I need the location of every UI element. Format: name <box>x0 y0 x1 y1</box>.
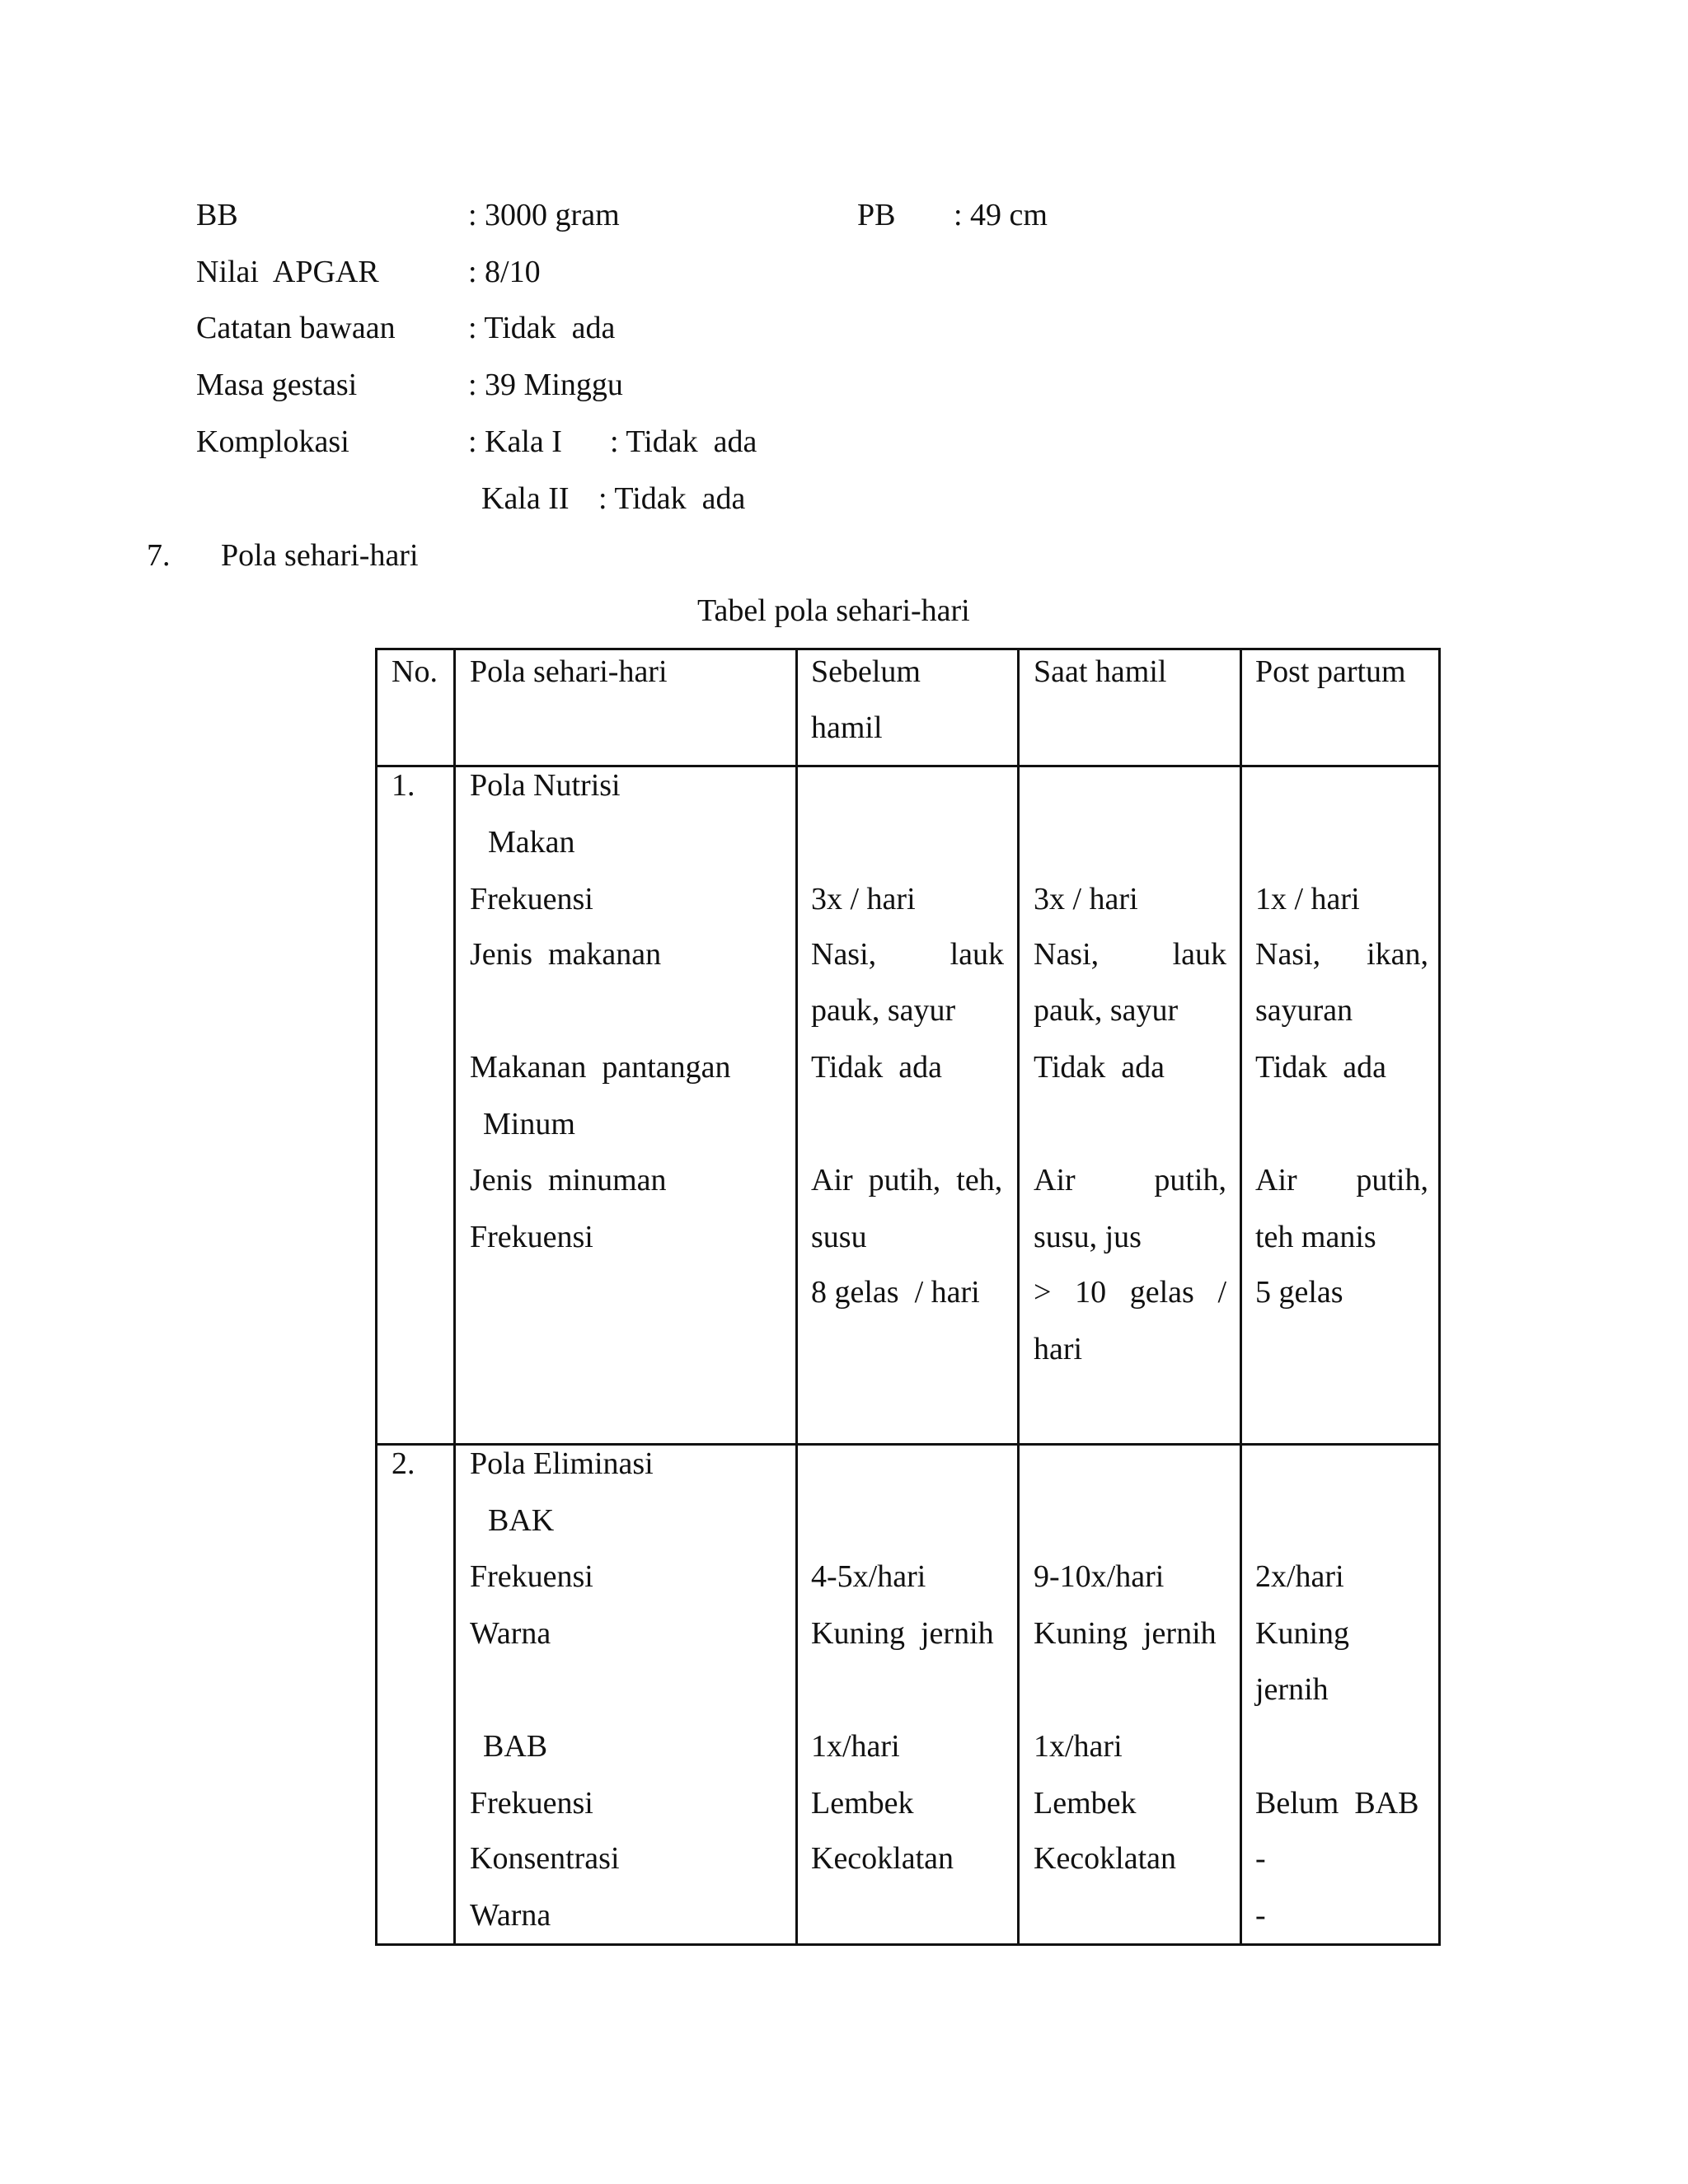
apgar-label: Nilai APGAR <box>196 255 379 289</box>
daily-pattern-table <box>375 648 1441 1946</box>
row2-post-frek: 2x/hari <box>1255 1559 1344 1594</box>
text: Nasi, <box>811 937 877 972</box>
row1-post-frek-minum: 5 gelas <box>1255 1275 1343 1310</box>
column-divider <box>1017 650 1020 1943</box>
row1-saat-frek-minum <box>1034 1277 1226 1308</box>
row1-minum: Minum <box>483 1107 575 1141</box>
text: putih, <box>1154 1163 1226 1197</box>
text: gelas <box>1129 1275 1194 1310</box>
row1-sebelum-jenis-2: pauk, sayur <box>811 993 956 1028</box>
text: Nasi, <box>1034 937 1100 972</box>
row1-saat-minuman <box>1034 1165 1226 1196</box>
pb-label: PB <box>857 198 896 232</box>
apgar-value: : 8/10 <box>468 255 541 289</box>
row2-saat-bab-frek: 1x/hari <box>1034 1729 1123 1764</box>
table-caption: Tabel pola sehari-hari <box>697 593 970 628</box>
row1-post-jenis <box>1255 939 1428 970</box>
pb-value: : 49 cm <box>954 198 1048 232</box>
row1-pantangan: Makanan pantangan <box>470 1050 731 1085</box>
text: 10 <box>1075 1275 1107 1310</box>
text: lauk <box>950 937 1004 972</box>
header-no: No. <box>392 654 438 689</box>
row2-saat-warna-bab: Kecoklatan <box>1034 1841 1177 1876</box>
row1-post-minuman-2: teh manis <box>1255 1220 1376 1254</box>
header-saat: Saat hamil <box>1034 654 1167 689</box>
row2-post-warna-2: jernih <box>1255 1672 1329 1707</box>
row2-sebelum-bab-frek: 1x/hari <box>811 1729 900 1764</box>
komplikasi-kala2: Kala II <box>481 481 570 516</box>
row2-post-dash-2: - <box>1255 1898 1266 1933</box>
row1-sebelum-minuman: Air putih, teh, <box>811 1163 1003 1197</box>
row2-warna: Warna <box>470 1616 551 1651</box>
row1-saat-frek-minum-2: hari <box>1034 1332 1083 1366</box>
row1-jenis-minuman: Jenis minuman <box>470 1163 667 1197</box>
row2-no: 2. <box>392 1446 415 1481</box>
row1-post-frek: 1x / hari <box>1255 882 1360 916</box>
gestasi-label: Masa gestasi <box>196 368 358 402</box>
row2-saat-warna: Kuning jernih <box>1034 1616 1217 1651</box>
row1-post-jenis-2: sayuran <box>1255 993 1353 1028</box>
row1-jenis-makanan: Jenis makanan <box>470 937 662 972</box>
row2-sebelum-konsistensi: Lembek <box>811 1786 914 1821</box>
row-divider <box>377 1443 1438 1446</box>
row1-frekuensi-minum: Frekuensi <box>470 1220 593 1254</box>
row1-saat-frek: 3x / hari <box>1034 882 1138 916</box>
row2-bab: BAB <box>483 1729 548 1764</box>
row2-post-warna: Kuning <box>1255 1616 1349 1651</box>
column-divider <box>1240 650 1242 1943</box>
text: lauk <box>1172 937 1226 972</box>
row1-sebelum-pantangan: Tidak ada <box>811 1050 943 1085</box>
bb-value: : 3000 gram <box>468 198 620 232</box>
row1-saat-pantangan: Tidak ada <box>1034 1050 1165 1085</box>
row1-post-minuman <box>1255 1165 1428 1196</box>
row1-saat-jenis <box>1034 939 1226 970</box>
row1-saat-minuman-2: susu, jus <box>1034 1220 1142 1254</box>
row1-no: 1. <box>392 768 415 803</box>
row1-sebelum-frek-minum: 8 gelas / hari <box>811 1275 980 1310</box>
section-title: Pola sehari-hari <box>221 538 419 573</box>
bb-label: BB <box>196 198 238 232</box>
header-sebelum: Sebelum <box>811 654 921 689</box>
row2-saat-konsistensi: Lembek <box>1034 1786 1137 1821</box>
row2-bak: BAK <box>488 1503 555 1538</box>
text: > <box>1034 1275 1052 1310</box>
komplikasi-kala1-value: : Tidak ada <box>610 424 757 459</box>
header-post: Post partum <box>1255 654 1406 689</box>
row2-sebelum-warna: Kuning jernih <box>811 1616 994 1651</box>
header-pola: Pola sehari-hari <box>470 654 668 689</box>
row2-warna-bab: Warna <box>470 1898 551 1933</box>
row2-frekuensi: Frekuensi <box>470 1559 593 1594</box>
text: / <box>1217 1275 1226 1310</box>
row1-makan: Makan <box>488 825 575 860</box>
text: Air <box>1255 1163 1297 1197</box>
row2-title: Pola Eliminasi <box>470 1446 654 1481</box>
gestasi-value: : 39 Minggu <box>468 368 623 402</box>
section-number: 7. <box>147 538 171 573</box>
row1-sebelum-jenis <box>811 939 1004 970</box>
komplikasi-label: Komplokasi <box>196 424 349 459</box>
row2-frekuensi-bab: Frekuensi <box>470 1786 593 1821</box>
column-divider <box>453 650 456 1943</box>
komplikasi-kala2-value: : Tidak ada <box>598 481 746 516</box>
bawaan-label: Catatan bawaan <box>196 311 396 345</box>
row1-saat-jenis-2: pauk, sayur <box>1034 993 1179 1028</box>
text: Air <box>1034 1163 1076 1197</box>
row2-post-dash-1: - <box>1255 1841 1266 1876</box>
row2-sebelum-frek: 4-5x/hari <box>811 1559 926 1594</box>
row1-sebelum-minuman-2: susu <box>811 1220 867 1254</box>
row2-konsentrasi: Konsentrasi <box>470 1841 620 1876</box>
text: ikan, <box>1367 937 1428 972</box>
bawaan-value: : Tidak ada <box>468 311 616 345</box>
row1-title: Pola Nutrisi <box>470 768 621 803</box>
text: putih, <box>1356 1163 1428 1197</box>
row1-post-pantangan: Tidak ada <box>1255 1050 1387 1085</box>
row-divider <box>377 765 1438 767</box>
row1-frekuensi: Frekuensi <box>470 882 593 916</box>
header-sebelum-hamil: hamil <box>811 710 883 745</box>
row2-saat-frek: 9-10x/hari <box>1034 1559 1165 1594</box>
row2-sebelum-warna-bab: Kecoklatan <box>811 1841 954 1876</box>
komplikasi-kala1: : Kala I <box>468 424 562 459</box>
text: Nasi, <box>1255 937 1321 972</box>
row1-sebelum-frek: 3x / hari <box>811 882 916 916</box>
column-divider <box>795 650 798 1943</box>
row2-post-bab: Belum BAB <box>1255 1786 1419 1821</box>
